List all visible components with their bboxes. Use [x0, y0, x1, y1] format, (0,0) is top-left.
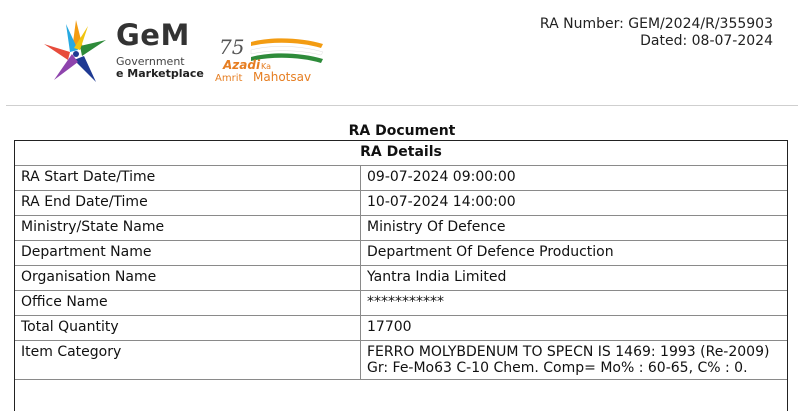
section-title: RA Details [15, 141, 788, 166]
azadi-logo-word4: Mahotsav [253, 70, 312, 84]
ra-number: RA Number: GEM/2024/R/355903 [539, 16, 773, 32]
row-label: RA Start Date/Time [15, 166, 361, 191]
azadi-logo-number: 75 [219, 36, 245, 59]
page-header [0, 0, 804, 110]
row-value: Ministry Of Defence [361, 216, 788, 241]
header-divider [6, 105, 798, 106]
row-label: Item Category [15, 341, 361, 380]
row-value: *********** [361, 291, 788, 316]
row-value: 10-07-2024 14:00:00 [361, 191, 788, 216]
row-label: Organisation Name [15, 266, 361, 291]
table-row [15, 316, 788, 341]
gem-logo-line2: e Marketplace [116, 67, 204, 80]
table-row [15, 166, 788, 191]
azadi-logo-word2: Ka [261, 62, 272, 71]
table-row [15, 241, 788, 266]
table-row [15, 291, 788, 316]
azadi-ka-amrit-mahotsav-logo [213, 36, 353, 86]
row-label: Total Quantity [15, 316, 361, 341]
ra-details-table-wrap [14, 140, 788, 380]
row-label: Department Name [15, 241, 361, 266]
ra-meta [540, 16, 773, 50]
document-title: RA Document [348, 123, 456, 139]
row-value: FERRO MOLYBDENUM TO SPECN IS 1469: 1993 (Re-2009) Gr: Fe-Mo63 C-10 Chem. Comp= Mo% : 60-65, C% : 0. [361, 341, 788, 380]
azadi-logo-word3: Amrit [215, 73, 243, 84]
gem-logo-line1: Government [116, 55, 185, 68]
row-value: Department Of Defence Production [361, 241, 788, 266]
table-header-row [15, 141, 788, 166]
gem-logo-name: GeM [116, 18, 190, 52]
row-label: Office Name [15, 291, 361, 316]
table-row [15, 341, 788, 380]
table-row [15, 216, 788, 241]
row-label: RA End Date/Time [15, 191, 361, 216]
azadi-logo-word1: Azadi [223, 58, 261, 72]
row-label: Ministry/State Name [15, 216, 361, 241]
table-row [15, 266, 788, 291]
row-value: 17700 [361, 316, 788, 341]
row-value: 09-07-2024 09:00:00 [361, 166, 788, 191]
ra-details-table [14, 140, 788, 380]
ra-dated: Dated: 08-07-2024 [640, 33, 773, 49]
table-row [15, 191, 788, 216]
row-value: Yantra India Limited [361, 266, 788, 291]
